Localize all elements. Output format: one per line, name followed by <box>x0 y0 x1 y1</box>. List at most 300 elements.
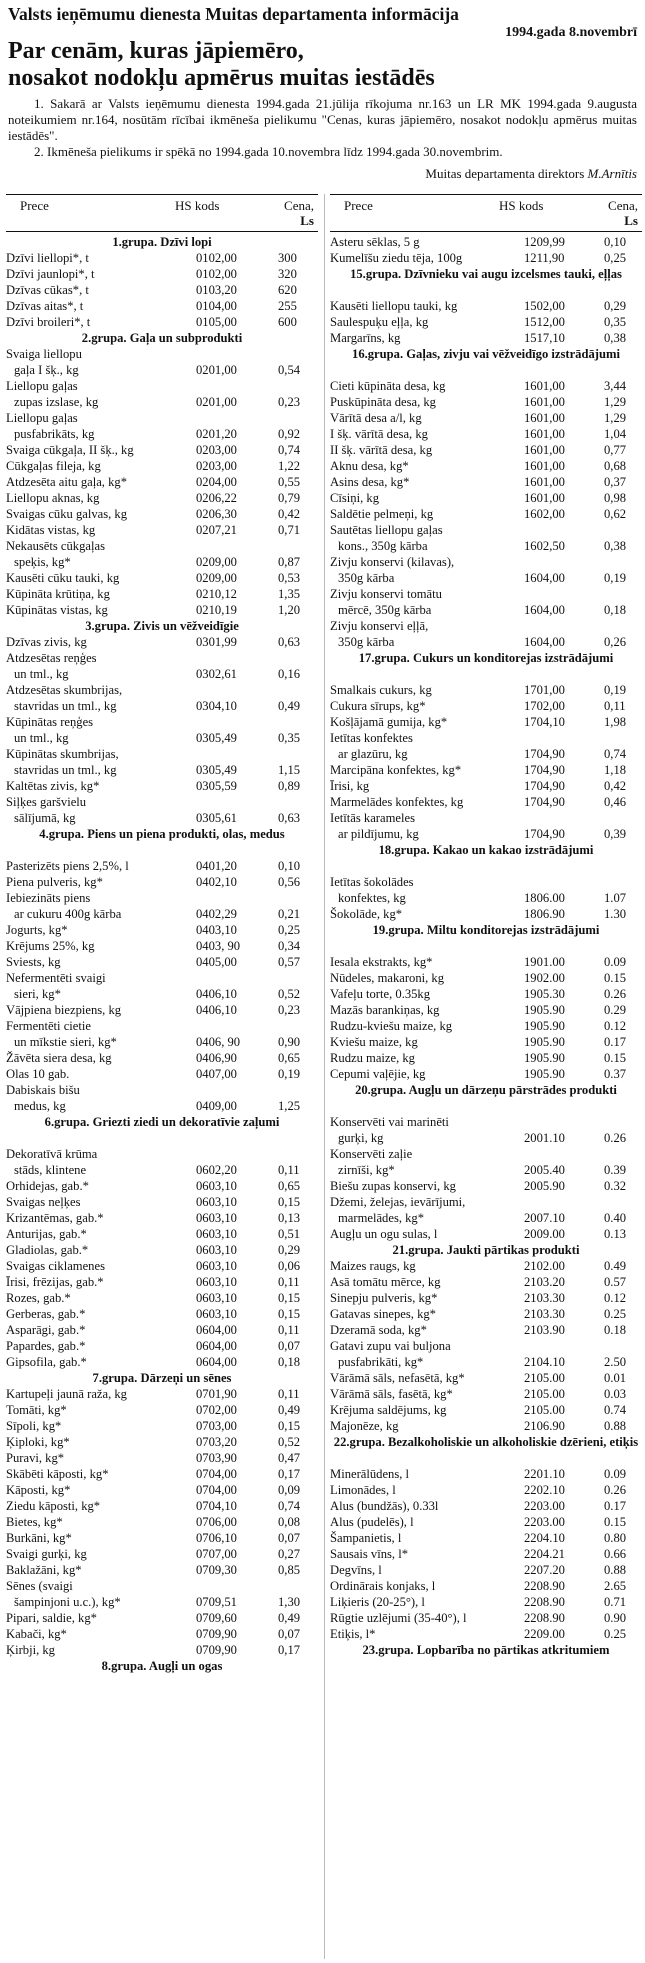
hs-code: 2007.10 <box>524 1211 565 1225</box>
item-name: Iesala ekstrakts, kg* <box>330 955 433 969</box>
table-row <box>6 1258 318 1274</box>
hs-code <box>196 346 278 362</box>
price: 255 <box>278 299 297 313</box>
price: 0,49 <box>278 699 301 713</box>
price: 1,20 <box>278 603 301 617</box>
table-row <box>330 618 642 634</box>
item-name: Sautētas liellopu gaļas <box>330 523 443 537</box>
hs-code: 1701,00 <box>524 683 565 697</box>
item-name: Konservēti vai marinēti <box>330 1115 449 1129</box>
price: 0,42 <box>278 507 301 521</box>
item-name: Asā tomātu mērce, kg <box>330 1275 441 1289</box>
item-name: Svaiga cūkgaļa, II šķ., kg <box>6 443 134 457</box>
item-name: ar glazūru, kg <box>338 747 408 761</box>
price <box>604 554 642 570</box>
table-row <box>330 506 642 522</box>
group-heading: 2.grupa. Gaļa un subprodukti <box>81 331 243 345</box>
table-row <box>330 1626 642 1642</box>
hs-code: 2204.10 <box>524 1531 565 1545</box>
table-row <box>330 1258 642 1274</box>
price: 0,63 <box>278 811 301 825</box>
price: 0,08 <box>278 1515 301 1529</box>
price: 0.40 <box>604 1211 627 1225</box>
hs-code: 2203.00 <box>524 1499 565 1513</box>
price: 0,54 <box>278 363 301 377</box>
group-heading: 4.grupa. Piens un piena produkti, olas, medus <box>39 827 285 841</box>
item-name: Kausēti liellopu tauki, kg <box>330 299 458 313</box>
item-name: un tml., kg <box>14 731 69 745</box>
price: 0.39 <box>604 1163 627 1177</box>
table-row <box>330 746 642 762</box>
hs-code: 0704,00 <box>196 1467 237 1481</box>
table-row <box>330 1482 642 1498</box>
price: 0,90 <box>278 1035 301 1049</box>
price: 0,23 <box>278 1003 301 1017</box>
column-divider <box>324 194 325 1959</box>
table-row <box>330 1530 642 1546</box>
hs-code: 0304,10 <box>196 699 237 713</box>
table-row <box>330 634 642 650</box>
hs-code <box>524 1194 604 1210</box>
item-name: stavridas un tml., kg <box>14 763 117 777</box>
item-name: Kviešu maize, kg <box>330 1035 418 1049</box>
item-name: Iebiezināts piens <box>6 891 91 905</box>
hs-code: 1604,00 <box>524 603 565 617</box>
item-name: Kaltētas zivis, kg* <box>6 779 100 793</box>
table-row <box>330 1066 642 1082</box>
item-name: Rudzu-kviešu maize, kg <box>330 1019 453 1033</box>
table-row <box>330 1594 642 1610</box>
hs-code: 2009.00 <box>524 1227 565 1241</box>
hs-code: 0403, 90 <box>196 939 241 953</box>
table-row <box>6 1274 318 1290</box>
hs-code: 0305,59 <box>196 779 237 793</box>
item-name: Gipsofila, gab.* <box>6 1355 87 1369</box>
price: 0,18 <box>278 1355 301 1369</box>
hs-code <box>524 810 604 826</box>
hs-code: 2102.00 <box>524 1259 565 1273</box>
hs-code: 0210,12 <box>196 587 237 601</box>
item-name: Džemi, želejas, ievārījumi, <box>330 1195 466 1209</box>
hs-code: 1905.90 <box>524 1019 565 1033</box>
item-name: Dzīvas zivis, kg <box>6 635 87 649</box>
item-name: Sēnes (svaigi <box>6 1579 73 1593</box>
hs-code: 2104.10 <box>524 1355 565 1369</box>
price: 0,35 <box>604 315 627 329</box>
table-row <box>6 682 318 698</box>
table-row <box>6 1546 318 1562</box>
item-name: Dabiskais bišu <box>6 1083 80 1097</box>
price: 3,44 <box>604 379 627 393</box>
hs-code: 2001.10 <box>524 1131 565 1145</box>
table-row <box>330 1466 642 1482</box>
item-name: Ietītās karameles <box>330 811 415 825</box>
hs-code: 0602,20 <box>196 1163 237 1177</box>
hs-code: 0102,00 <box>196 267 237 281</box>
price: 0,38 <box>604 539 627 553</box>
hs-code: 1905.90 <box>524 1051 565 1065</box>
price: 0.15 <box>604 1051 627 1065</box>
hs-code: 2203.00 <box>524 1515 565 1529</box>
item-name: 350g kārba <box>338 571 395 585</box>
price: 0,07 <box>278 1531 301 1545</box>
table-row <box>330 1402 642 1418</box>
table-row <box>6 810 318 826</box>
price: 1,04 <box>604 427 627 441</box>
item-name: Asteru sēklas, 5 g <box>330 235 420 249</box>
hs-code: 1601,00 <box>524 491 565 505</box>
price: 0,77 <box>604 443 627 457</box>
table-row <box>330 1370 642 1386</box>
table-row <box>330 1226 642 1242</box>
hs-code <box>524 1114 604 1130</box>
item-name: Atdzesēta aitu gaļa, kg* <box>6 475 127 489</box>
price: 0,47 <box>278 1451 301 1465</box>
price: 0.74 <box>604 1403 627 1417</box>
item-name: Cūkgaļas fileja, kg <box>6 459 101 473</box>
table-row <box>330 1562 642 1578</box>
price: 0,37 <box>604 475 627 489</box>
hs-code <box>196 538 278 554</box>
hs-code <box>196 794 278 810</box>
price: 0.09 <box>604 955 627 969</box>
item-name: Kūpinātas vistas, kg <box>6 603 108 617</box>
price: 0,09 <box>278 1483 301 1497</box>
signature <box>8 166 637 182</box>
item-name: Saulespuķu eļļa, kg <box>330 315 429 329</box>
item-name: stavridas un tml., kg <box>14 699 117 713</box>
table-row <box>330 1114 642 1130</box>
price: 0.66 <box>604 1547 627 1561</box>
hs-code: 0203,00 <box>196 459 237 473</box>
price: 0.25 <box>604 1627 627 1641</box>
hs-code: 0104,00 <box>196 299 237 313</box>
price <box>278 746 318 762</box>
price <box>604 586 642 602</box>
header-code: HS kods <box>499 198 544 213</box>
item-name: Maizes raugs, kg <box>330 1259 416 1273</box>
item-name: Krējuma saldējums, kg <box>330 1403 447 1417</box>
item-name: Sīpoli, kg* <box>6 1419 62 1433</box>
table-row <box>330 730 642 746</box>
item-name: Liellopu gaļas <box>6 379 78 393</box>
price: 0.15 <box>604 1515 627 1529</box>
hs-code: 1601,00 <box>524 459 565 473</box>
hs-code: 1517,10 <box>524 331 565 345</box>
price: 0,25 <box>604 251 627 265</box>
price: 0,65 <box>278 1179 301 1193</box>
hs-code: 0206,30 <box>196 507 237 521</box>
hs-code: 1704,90 <box>524 747 565 761</box>
group-heading: 22.grupa. Bezalkoholiskie un alkoholiskie dzērieni, etiķis <box>333 1435 639 1449</box>
table-row <box>330 1306 642 1322</box>
item-name: Papardes, gab.* <box>6 1339 86 1353</box>
table-row <box>6 746 318 762</box>
price: 2.65 <box>604 1579 627 1593</box>
group-heading: 3.grupa. Zivis un vēžveidīgie <box>85 619 239 633</box>
price <box>604 810 642 826</box>
table-row <box>330 986 642 1002</box>
table-row <box>6 1450 318 1466</box>
hs-code: 0402,10 <box>196 875 237 889</box>
group-heading: 6.grupa. Griezti ziedi un dekoratīvie zaļumi <box>44 1115 280 1129</box>
price: 0,39 <box>604 827 627 841</box>
price <box>604 1338 642 1354</box>
item-name: Košļājamā gumija, kg* <box>330 715 448 729</box>
item-name: Augļu un ogu sulas, l <box>330 1227 438 1241</box>
price: 0,16 <box>278 667 301 681</box>
table-rows-left <box>6 232 318 1674</box>
price: 0,17 <box>278 1467 301 1481</box>
table-row <box>330 778 642 794</box>
hs-code: 0709,51 <box>196 1595 237 1609</box>
price: 0.88 <box>604 1419 627 1433</box>
item-name: medus, kg <box>14 1099 66 1113</box>
item-name: zupas izslase, kg <box>14 395 99 409</box>
hs-code: 0406,10 <box>196 987 237 1001</box>
item-name: Saldētie pelmeņi, kg <box>330 507 434 521</box>
price: 1,25 <box>278 1099 301 1113</box>
price: 1.30 <box>604 907 627 921</box>
table-row <box>330 714 642 730</box>
header-name: Prece <box>20 198 49 213</box>
item-name: Vārītā desa a/l, kg <box>330 411 422 425</box>
item-name: Īrisi, kg <box>330 779 370 793</box>
hs-code <box>196 1082 278 1098</box>
price: 0,38 <box>604 331 627 345</box>
item-name: Skābēti kāposti, kg* <box>6 1467 109 1481</box>
item-name: Dzīvi broileri*, t <box>6 315 91 329</box>
page-title: Par cenām, kuras jāpiemēro, nosakot nodokļu apmērus muitas iestādēs <box>8 38 435 91</box>
table-row <box>330 314 642 330</box>
hs-code: 1601,00 <box>524 379 565 393</box>
price: 0,29 <box>278 1243 301 1257</box>
hs-code: 0402,29 <box>196 907 237 921</box>
item-name: Gatavi zupu vai buljona <box>330 1339 451 1353</box>
hs-code: 2103.90 <box>524 1323 565 1337</box>
hs-code: 1502,00 <box>524 299 565 313</box>
hs-code: 1601,00 <box>524 395 565 409</box>
price: 0.29 <box>604 1003 627 1017</box>
hs-code: 1901.00 <box>524 955 565 969</box>
table-row <box>6 506 318 522</box>
hs-code: 0704,00 <box>196 1483 237 1497</box>
hs-code: 0707,00 <box>196 1547 237 1561</box>
price: 0,89 <box>278 779 301 793</box>
hs-code: 1704,90 <box>524 795 565 809</box>
price: 0.01 <box>604 1371 627 1385</box>
price: 0,15 <box>278 1419 301 1433</box>
item-name: Marmelādes konfektes, kg <box>330 795 464 809</box>
hs-code: 1702,00 <box>524 699 565 713</box>
group-heading: 17.grupa. Cukurs un konditorejas izstrādājumi <box>358 651 614 665</box>
table-row <box>6 1210 318 1226</box>
header-name: Prece <box>344 198 373 213</box>
price: 0,18 <box>604 603 627 617</box>
item-name: Kūpinātas reņģes <box>6 715 94 729</box>
table-row <box>330 1274 642 1290</box>
price: 0,98 <box>604 491 627 505</box>
hs-code: 1806.90 <box>524 907 565 921</box>
group-heading: 18.grupa. Kakao un kakao izstrādājumi <box>378 843 594 857</box>
table-row <box>330 890 642 906</box>
hs-code: 1604,00 <box>524 635 565 649</box>
item-name: Minerālūdens, l <box>330 1467 410 1481</box>
price: 0.18 <box>604 1323 627 1337</box>
item-name: Orhidejas, gab.* <box>6 1179 89 1193</box>
hs-code: 0709,30 <box>196 1563 237 1577</box>
item-name: Īrisi, frēzijas, gab.* <box>6 1275 104 1289</box>
hs-code: 2105.00 <box>524 1403 565 1417</box>
table-row <box>6 490 318 506</box>
price: 0.71 <box>604 1595 627 1609</box>
table-row <box>330 1194 642 1210</box>
table-row <box>6 714 318 730</box>
item-name: II šķ. vārītā desa, kg <box>330 443 433 457</box>
table-header <box>6 194 318 232</box>
table-row <box>6 922 318 938</box>
table-row <box>330 1290 642 1306</box>
hs-code: 2005.90 <box>524 1179 565 1193</box>
table-row <box>330 1354 642 1370</box>
price <box>278 1018 318 1034</box>
price: 0.80 <box>604 1531 627 1545</box>
item-name: Šampanietis, l <box>330 1531 402 1545</box>
price: 0,52 <box>278 987 301 1001</box>
intro-paragraph-2: 2. Ikmēneša pielikums ir spēkā no 1994.gada 10.novembra līdz 1994.gada 30.novembrim. <box>34 144 503 159</box>
price: 0,23 <box>278 395 301 409</box>
group-heading: 16.grupa. Gaļas, zivju vai vēžveidīgo izstrādājumi <box>352 347 620 361</box>
item-name: Dzīvi jaunlopi*, t <box>6 267 95 281</box>
table-row <box>6 1498 318 1514</box>
price: 0.17 <box>604 1499 627 1513</box>
item-name: Dekoratīvā krūma <box>6 1147 98 1161</box>
price: 0,25 <box>278 923 301 937</box>
item-name: Vārāmā sāls, fasētā, kg* <box>330 1387 453 1401</box>
item-name: Piena pulveris, kg* <box>6 875 103 889</box>
table-row <box>6 858 318 874</box>
table-row <box>6 1306 318 1322</box>
hs-code: 0201,00 <box>196 363 237 377</box>
table-row <box>6 1402 318 1418</box>
item-name: Svaigas cūku galvas, kg <box>6 507 128 521</box>
hs-code: 1601,00 <box>524 427 565 441</box>
hs-code <box>196 1018 278 1034</box>
hs-code: 0706,10 <box>196 1531 237 1545</box>
price <box>604 730 642 746</box>
item-name: 350g kārba <box>338 635 395 649</box>
header-code: HS kods <box>175 198 220 213</box>
hs-code: 1601,00 <box>524 443 565 457</box>
table-row <box>6 1594 318 1610</box>
hs-code: 1602,50 <box>524 539 565 553</box>
table-row <box>330 378 642 394</box>
table-row <box>6 906 318 922</box>
table-row <box>6 762 318 778</box>
item-name: sālījumā, kg <box>14 811 76 825</box>
table-row <box>6 778 318 794</box>
hs-code: 1704,10 <box>524 715 565 729</box>
intro-text <box>8 96 637 160</box>
item-name: Bietes, kg* <box>6 1515 63 1529</box>
item-name: Šokolāde, kg* <box>330 907 403 921</box>
price: 0,26 <box>604 635 627 649</box>
item-name: Nekausēts cūkgaļas <box>6 539 105 553</box>
item-name: Cepumi vaļējie, kg <box>330 1067 426 1081</box>
price <box>278 890 318 906</box>
item-name: Žāvēta siera desa, kg <box>6 1051 112 1065</box>
price <box>278 970 318 986</box>
item-name: Svaigas neļķes <box>6 1195 81 1209</box>
price: 0,29 <box>604 299 627 313</box>
hs-code: 0405,00 <box>196 955 237 969</box>
hs-code <box>524 554 604 570</box>
item-name: Siļķes garšvielu <box>6 795 87 809</box>
item-name: Mazās barankiņas, kg <box>330 1003 440 1017</box>
item-name: Asparāgi, gab.* <box>6 1323 86 1337</box>
price <box>604 874 642 890</box>
table-row <box>330 682 642 698</box>
item-name: Degvīns, l <box>330 1563 382 1577</box>
price: 0,56 <box>278 875 301 889</box>
hs-code: 2207.20 <box>524 1563 565 1577</box>
table-row <box>330 794 642 810</box>
table-row <box>330 410 642 426</box>
hs-code: 1209,99 <box>524 235 565 249</box>
price: 0.90 <box>604 1611 627 1625</box>
hs-code: 0409,00 <box>196 1099 237 1113</box>
price: 0,52 <box>278 1435 301 1449</box>
table-row <box>6 1226 318 1242</box>
item-name: Jogurts, kg* <box>6 923 68 937</box>
hs-code: 1512,00 <box>524 315 565 329</box>
price: 0.57 <box>604 1275 627 1289</box>
item-name: Rudzu maize, kg <box>330 1051 415 1065</box>
price: 0,74 <box>278 1499 301 1513</box>
item-name: speķis, kg* <box>14 555 71 569</box>
price: 0,49 <box>278 1403 301 1417</box>
price <box>278 1082 318 1098</box>
item-name: Kabači, kg* <box>6 1627 67 1641</box>
table-row <box>6 1338 318 1354</box>
hs-code <box>524 1338 604 1354</box>
hs-code: 2103.30 <box>524 1291 565 1305</box>
item-name: Puskūpināta desa, kg <box>330 395 436 409</box>
table-row <box>330 1418 642 1434</box>
price: 0,57 <box>278 955 301 969</box>
table-row <box>6 570 318 586</box>
hs-code: 0210,19 <box>196 603 237 617</box>
item-name: pusfabrikāti, kg* <box>338 1355 424 1369</box>
price: 0.49 <box>604 1259 627 1273</box>
table-row <box>6 458 318 474</box>
item-name: Olas 10 gab. <box>6 1067 70 1081</box>
item-name: Rozes, gab.* <box>6 1291 71 1305</box>
item-name: stāds, klintene <box>14 1163 87 1177</box>
group-heading: 8.grupa. Augļi un ogas <box>101 1659 223 1673</box>
publication-date: 1994.gada 8.novembrī <box>505 25 637 40</box>
table-row <box>6 282 318 298</box>
item-name: Ķirbji, kg <box>6 1643 55 1657</box>
hs-code: 0704,10 <box>196 1499 237 1513</box>
price: 1,15 <box>278 763 301 777</box>
hs-code: 0603,10 <box>196 1307 237 1321</box>
item-name: Smalkais cukurs, kg <box>330 683 432 697</box>
item-name: kons., 350g kārba <box>338 539 428 553</box>
price: 0,79 <box>278 491 301 505</box>
price: 0,19 <box>278 1067 301 1081</box>
hs-code: 2201.10 <box>524 1467 565 1481</box>
